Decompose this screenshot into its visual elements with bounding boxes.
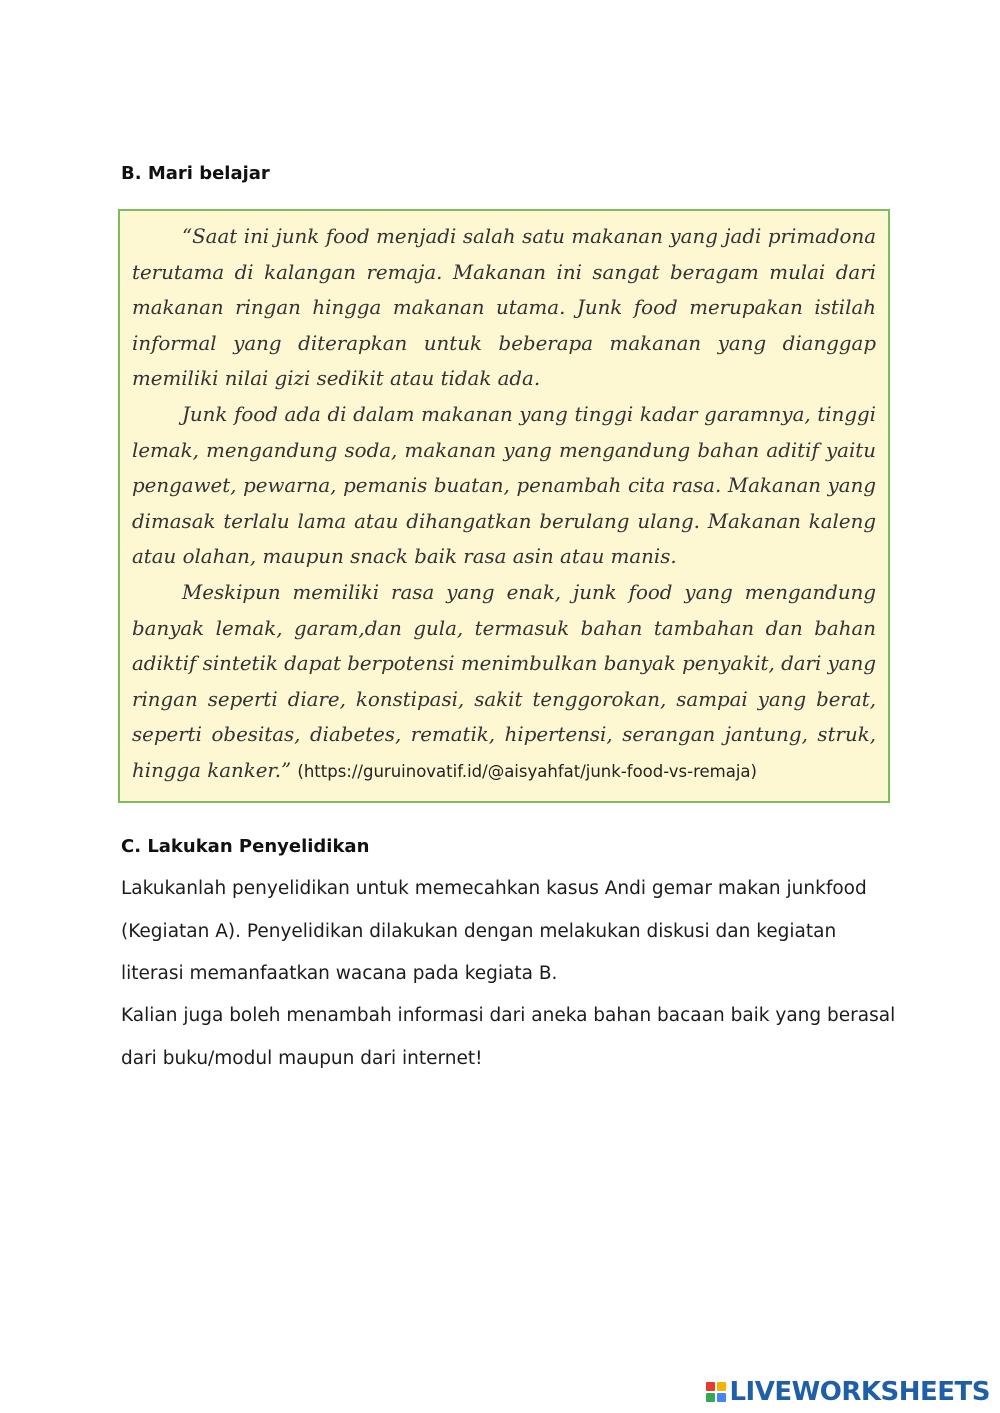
instruction-line-3: literasi memanfaatkan wacana pada kegiata B.	[121, 963, 558, 984]
instruction-line-5: dari buku/modul maupun dari internet!	[121, 1048, 483, 1069]
instruction-line-1: Lakukanlah penyelidikan untuk memecahkan kasus Andi gemar makan junkfood	[121, 878, 867, 899]
logo-text: LIVEWORKSHEETS	[729, 1377, 990, 1407]
passage-paragraph-3	[132, 575, 876, 790]
logo-blocks-icon	[706, 1382, 726, 1402]
logo-block-2	[717, 1382, 726, 1391]
section-c-heading: C. Lakukan Penyelidikan	[121, 836, 370, 857]
logo-block-4	[717, 1393, 726, 1402]
logo-block-3	[706, 1393, 715, 1402]
passage-paragraph-1: “Saat ini junk food menjadi salah satu makanan yang jadi primadona terutama di kalangan remaja. Makanan ini sangat beragam mulai dari makanan ringan hingga makanan utama. Junk food merupakan istilah informal yang diterapkan untuk beberapa makanan yang dianggap memiliki nilai gizi sedikit atau tidak ada.	[132, 225, 876, 391]
section-b-heading: B. Mari belajar	[121, 163, 270, 184]
instruction-line-4: Kalian juga boleh menambah informasi dari aneka bahan bacaan baik yang berasal	[121, 1005, 896, 1026]
reading-passage-box	[118, 209, 890, 803]
logo-block-1	[706, 1382, 715, 1391]
source-citation: (https://guruinovatif.id/@aisyahfat/junk-food-vs-remaja)	[297, 761, 757, 781]
passage-paragraph-2: Junk food ada di dalam makanan yang tinggi kadar garamnya, tinggi lemak, mengandung soda, makanan yang mengandung bahan aditif yaitu pengawet, pewarna, pemanis buatan, penambah cita rasa. Makanan yang dimasak terlalu lama atau dihangatkan berulang ulang. Makanan kaleng atau olahan, maupun snack baik rasa asin atau manis.	[132, 402, 876, 569]
instruction-line-2: (Kegiatan A). Penyelidikan dilakukan dengan melakukan diskusi dan kegiatan	[121, 921, 837, 942]
passage-paragraph-3-text: Meskipun memiliki rasa yang enak, junk food yang mengandung banyak lemak, garam,dan gula, termasuk bahan tambahan dan bahan adiktif sintetik dapat berpotensi menimbulkan banyak penyakit, dari yang ringan seperti diare, konstipasi, sakit tenggorokan, sampai yang berat, seperti obesitas, diabetes, rematik, hipertensi, serangan jantung, struk, hingga kanker.”	[132, 580, 876, 782]
liveworksheets-logo	[706, 1377, 990, 1407]
